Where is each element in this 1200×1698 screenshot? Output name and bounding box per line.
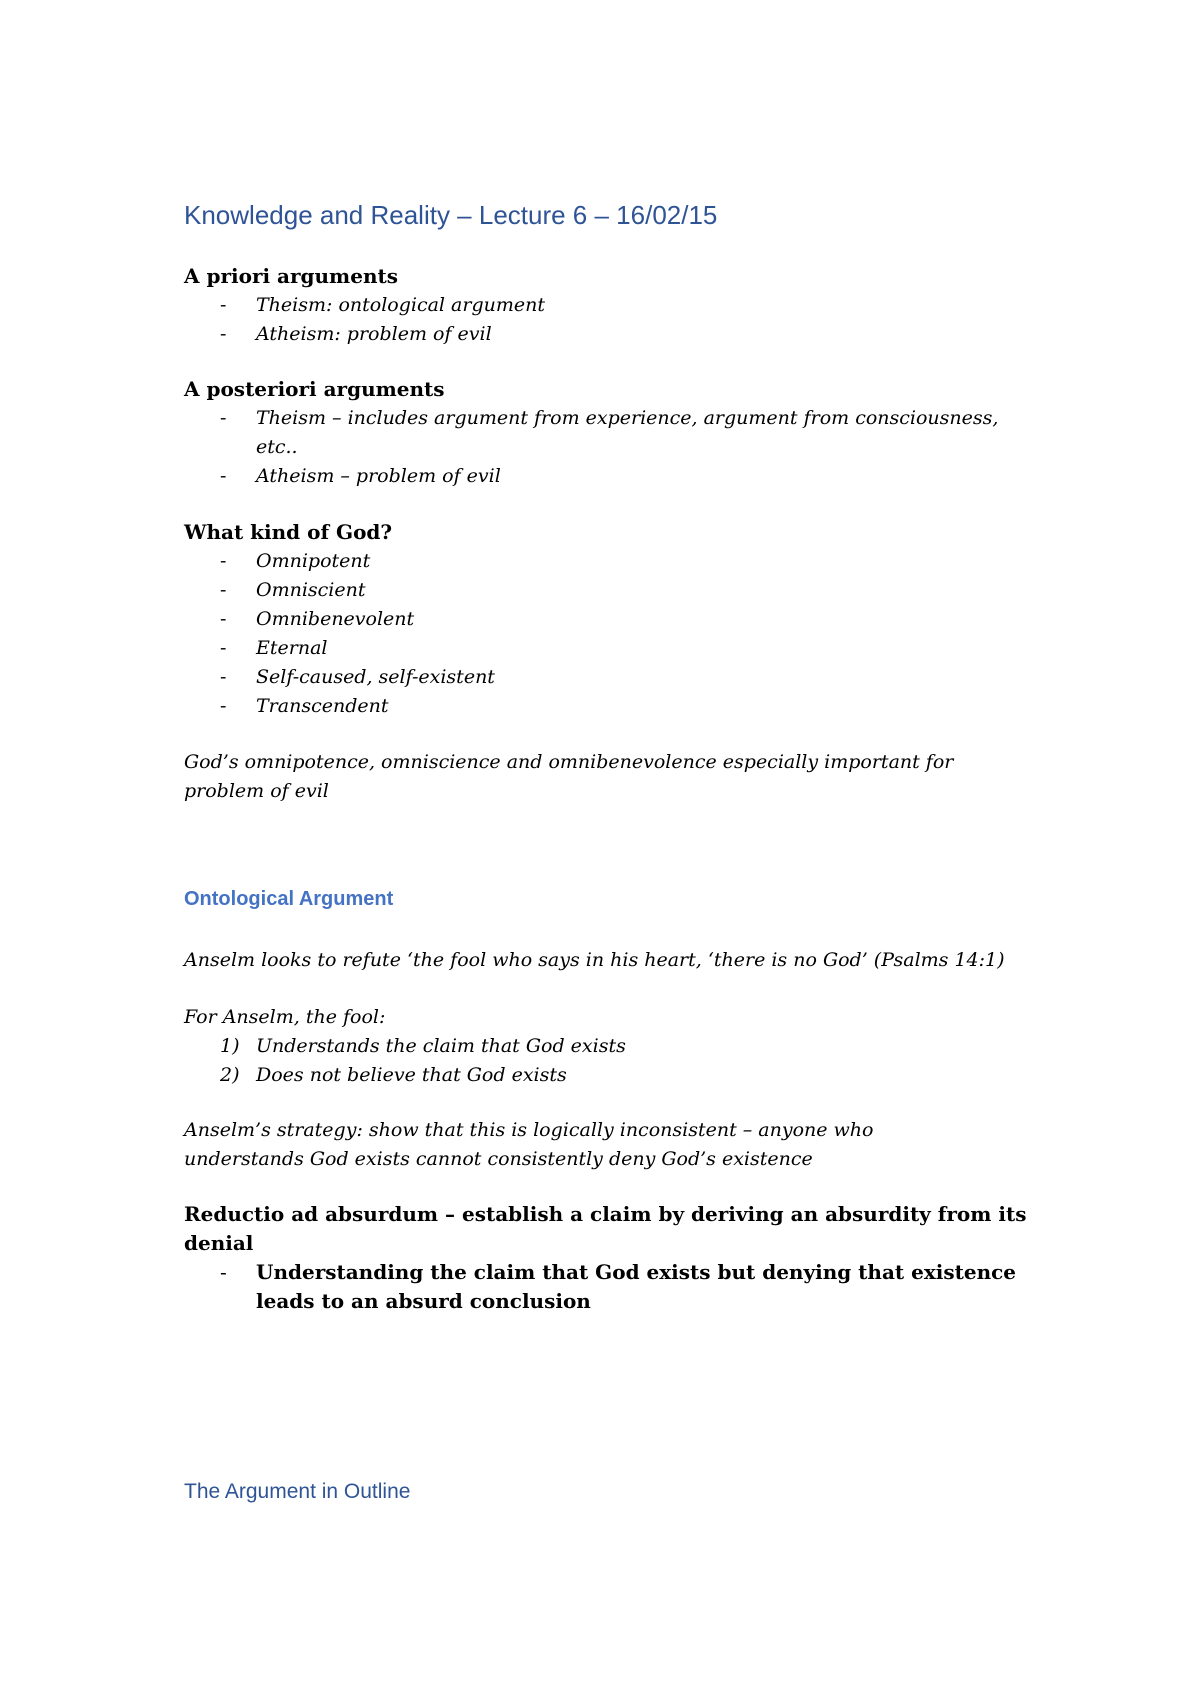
list-item: - Theism: ontological argument	[184, 291, 545, 320]
list-item	[184, 1258, 1026, 1316]
apriori-list	[184, 291, 545, 349]
reductio-section	[184, 1200, 1026, 1316]
apriori-section	[184, 262, 545, 349]
list-item-line: leads to an absurd conclusion	[256, 1289, 591, 1313]
strategy-line: understands God exists cannot consistently deny God’s existence	[184, 1148, 813, 1170]
list-item: - Atheism – problem of evil	[184, 462, 998, 491]
list-number: 2)	[220, 1064, 240, 1086]
list-item	[184, 404, 998, 462]
aposteriori-heading: A posteriori arguments	[184, 377, 445, 401]
ontological-heading: Ontological Argument	[184, 888, 394, 910]
anselm-line: Anselm looks to refute ‘the fool who says in his heart, ‘there is no God’ (Psalms 14:1)	[184, 949, 1005, 971]
page-title: Knowledge and Reality – Lecture 6 – 16/02/15	[184, 200, 718, 230]
list-text: Understands the claim that God exists	[256, 1035, 626, 1057]
list-item	[184, 1032, 626, 1061]
god-note-line: God’s omnipotence, omniscience and omnibenevolence especially important for	[184, 751, 954, 773]
fool-section	[184, 1003, 626, 1090]
godkind-list	[184, 547, 495, 721]
list-item: - Eternal	[184, 634, 495, 663]
list-item: - Self-caused, self-existent	[184, 663, 495, 692]
reductio-list	[184, 1258, 1026, 1316]
list-item-line: Understanding the claim that God exists but denying that existence	[256, 1260, 1017, 1284]
godkind-heading: What kind of God?	[184, 520, 393, 544]
list-item: - Omnipotent	[184, 547, 495, 576]
list-text: Does not believe that God exists	[256, 1064, 567, 1086]
fool-intro: For Anselm, the fool:	[184, 1006, 386, 1028]
strategy-line: Anselm’s strategy: show that this is logically inconsistent – anyone who	[184, 1119, 874, 1141]
list-item: - Omniscient	[184, 576, 495, 605]
list-item-line: etc..	[256, 436, 298, 458]
fool-list	[184, 1032, 626, 1090]
list-item	[184, 1061, 626, 1090]
reductio-line: Reductio ad absurdum – establish a claim by deriving an absurdity from its	[184, 1202, 1027, 1226]
list-item: - Atheism: problem of evil	[184, 320, 545, 349]
apriori-heading: A priori arguments	[184, 264, 398, 288]
god-note-line: problem of evil	[184, 780, 329, 802]
aposteriori-list	[184, 404, 998, 491]
outline-heading: The Argument in Outline	[184, 1480, 411, 1503]
list-number: 1)	[220, 1035, 240, 1057]
list-item: - Transcendent	[184, 692, 495, 721]
list-item-line: Theism – includes argument from experience, argument from consciousness,	[256, 407, 999, 429]
reductio-line: denial	[184, 1231, 254, 1255]
godkind-section	[184, 518, 495, 721]
list-item: - Omnibenevolent	[184, 605, 495, 634]
strategy-text	[184, 1116, 873, 1174]
god-note	[184, 748, 953, 806]
aposteriori-section	[184, 375, 998, 491]
